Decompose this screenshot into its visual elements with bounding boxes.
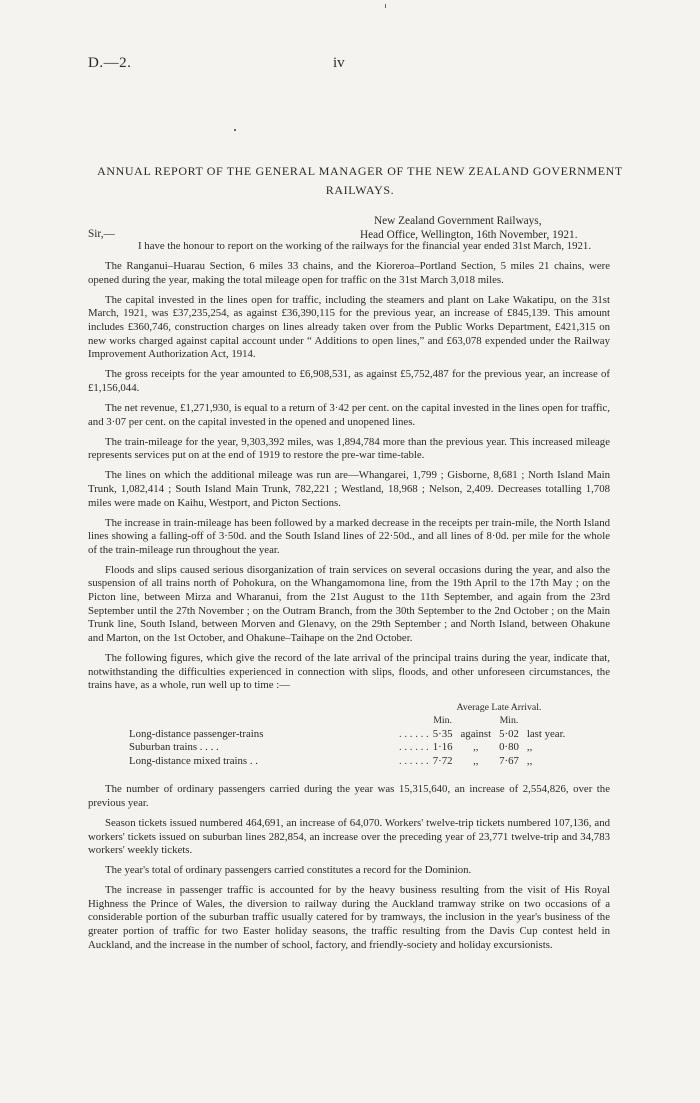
document-reference: D.—2. bbox=[88, 55, 132, 71]
table-row bbox=[129, 741, 569, 755]
late-arrival-table bbox=[129, 701, 569, 769]
table-heading: Average Late Arrival. bbox=[456, 701, 542, 713]
paragraph: Floods and slips caused serious disorganization of train services on several occasions during the year, and also the suspension of all trains north of Pohokura, on the Whangamomona line, from the 19th April to the 17th May ; on the Picton line, between Mirza and Wharanui, from the 21st August to the 11th September, and again from the 23rd September until the 27th November ; on the Outram Branch, from the 30th September to the 2nd October ; on the Main Trunk line, South Island, between Morven and Glenavy, on the 29th September ; and North Island, between Ohakune and Marton, on the 1st October, and Ohakune–Taihape on the 2nd October. bbox=[88, 563, 610, 644]
unit-label-last-year: Min. bbox=[499, 715, 519, 727]
paragraph: The following figures, which give the record of the late arrival of the principal trains during the year, indicate that, notwithstanding the difficulties experienced in connection with slips, floods, and other unforeseen circumstances, the trains have, as a whole, run well up to time :— bbox=[88, 651, 610, 692]
letter-address bbox=[360, 214, 578, 242]
last-year-value: 0·80 bbox=[499, 741, 519, 754]
row-suffix: ,, bbox=[526, 754, 533, 767]
last-year-value: 7·67 bbox=[499, 754, 519, 767]
paragraph: The Ranganui–Huarau Section, 6 miles 33 chains, and the Kioreroa–Portland Section, 5 miles 21 chains, were opened during the year, making the total mileage open for traffic on the 31st March 3,018 miles. bbox=[88, 260, 610, 286]
row-suffix: ,, bbox=[526, 741, 533, 754]
row-suffix: last year. bbox=[526, 727, 566, 740]
table-row bbox=[129, 728, 569, 742]
scan-mark bbox=[234, 129, 236, 131]
row-label: Long-distance passenger-trains bbox=[129, 727, 264, 740]
row-leader: . . . . . . bbox=[399, 727, 429, 740]
report-body bbox=[88, 240, 610, 959]
paragraph: Season tickets issued numbered 464,691, an increase of 64,070. Workers' twelve-trip tickets numbered 107,136, and workers' tickets issued on suburban lines 282,854, an increase over the preceding year of 23,771 twelve-trip and 34,783 workers' weekly tickets. bbox=[88, 816, 610, 857]
paragraph: I have the honour to report on the working of the railways for the financial year ended 31st March, 1921. bbox=[138, 240, 592, 252]
paragraph: The capital invested in the lines open for traffic, including the steamers and plant on Lake Wakatipu, on the 31st March, 1921, was £37,235,254, as against £36,390,115 for the previous year, an increase of £845,139. This amount includes £360,746, construction charges on lines already taken over from the Public Works Department, £421,315 on new works charged against capital account under “ Additions to open lines,” and £63,078 expended under the Railway Improvement Authorization Act, 1914. bbox=[88, 293, 610, 361]
row-leader: . . . . . . bbox=[399, 741, 429, 754]
row-connector: ,, bbox=[473, 754, 479, 767]
salutation: Sir,— bbox=[88, 228, 115, 240]
row-connector: ,, bbox=[473, 741, 479, 754]
page-number: iv bbox=[333, 55, 345, 71]
paragraph: The increase in passenger traffic is accounted for by the heavy business resulting from the visit of His Royal Highness the Prince of Wales, the diversion to railway during the Auckland tramway strike on two occasions of a considerable portion of the suburban traffic usually catered for by tramways, the inclusion in the year's business of the greater portion of traffic for two Easter holiday seasons, the traffic resulting from the Davis Cup contest held in Auckland, and the increase in the number of school, factory, and friendly-society and holiday excursionists. bbox=[88, 884, 610, 951]
paragraph: The lines on which the additional mileage was run are—Whangarei, 1,799 ; Gisborne, 8,681 ; North Island Main Trunk, 1,082,414 ; South Island Main Trunk, 782,221 ; Westland, 18,968 ; Nelson, 2,409. Decreases totalling 1,708 miles were made on Kaihu, Westport, and Picton Sections. bbox=[88, 469, 610, 509]
this-year-value: 1·16 bbox=[432, 741, 453, 754]
scan-mark bbox=[385, 4, 386, 8]
row-label: Suburban trains . . . . bbox=[129, 741, 219, 754]
table-heading-row bbox=[129, 701, 569, 715]
report-title: ANNUAL REPORT OF THE GENERAL MANAGER OF THE NEW ZEALAND GOVERNMENT RAILWAYS. bbox=[97, 164, 623, 197]
table-unit-row bbox=[129, 714, 569, 728]
paragraph: The net revenue, £1,271,930, is equal to a return of 3·42 per cent. on the capital invested in the lines open for traffic, and 3·07 per cent. on the capital invested in the opened and unopened lines. bbox=[88, 401, 610, 428]
table-row bbox=[129, 755, 569, 769]
paragraph: The train-mileage for the year, 9,303,392 miles, was 1,894,784 more than the previous year. This increased mileage represents services put on at the end of 1919 to restore the pre-war time-table. bbox=[88, 435, 610, 462]
this-year-value: 7·72 bbox=[432, 754, 453, 767]
paragraph: The year's total of ordinary passengers carried constitutes a record for the Dominion. bbox=[105, 864, 472, 877]
address-line-1: New Zealand Government Railways, bbox=[374, 215, 542, 227]
last-year-value: 5·02 bbox=[499, 727, 519, 740]
paragraph: The increase in train-mileage has been followed by a marked decrease in the receipts per train-mile, the North Island lines showing a falling-off of 3·50d. and the South Island lines of 22·50d., and all lines of 8·0d. per mile for the whole of the train-mileage run throughout the year. bbox=[88, 516, 610, 556]
paragraph: The gross receipts for the year amounted to £6,908,531, as against £5,752,487 for the previous year, an increase of £1,156,044. bbox=[88, 368, 610, 394]
row-label: Long-distance mixed trains . . bbox=[129, 754, 258, 767]
unit-label-this-year: Min. bbox=[433, 715, 452, 727]
row-leader: . . . . . . bbox=[399, 754, 429, 767]
paragraph: The number of ordinary passengers carried during the year was 15,315,640, an increase of 2,554,826, over the previous year. bbox=[88, 783, 610, 809]
address-line-2: Head Office, Wellington, 16th November, 1921. bbox=[360, 229, 578, 241]
row-connector: against bbox=[460, 727, 492, 740]
this-year-value: 5·35 bbox=[432, 727, 453, 740]
